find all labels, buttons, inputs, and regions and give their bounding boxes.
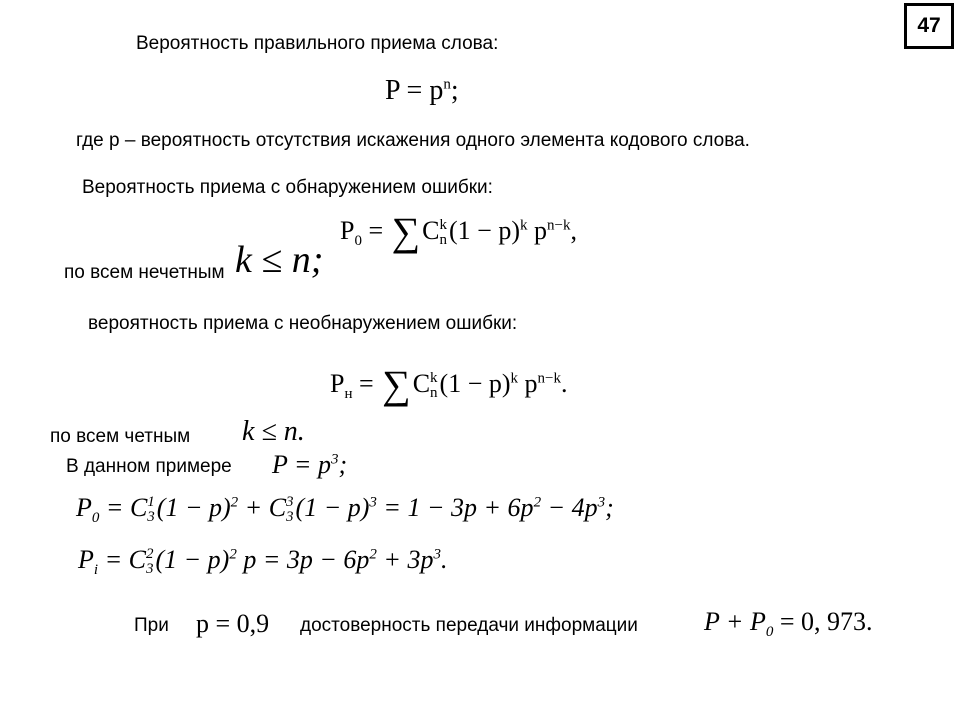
formula-pi-example [78, 545, 447, 577]
f6-c-indices [146, 547, 154, 577]
f5-t2-sup: 3 [369, 494, 377, 511]
formula-example [272, 450, 347, 480]
f2-c-sup: k [439, 217, 447, 234]
detection-label: Вероятность приема с обнаружением ошибки: [82, 177, 493, 198]
f3-p-sup: n−k [537, 370, 561, 387]
formula-final [704, 607, 873, 641]
f6-lhs: P [78, 545, 94, 574]
f3-c-sup: k [430, 370, 438, 387]
f3-lhs: P [330, 369, 345, 398]
f5-eq: = [99, 493, 130, 522]
k-le-n-odd: k ≤ n; [235, 239, 324, 281]
f5-t2: (1 − p) [295, 493, 370, 522]
formula-detection [340, 202, 577, 254]
f2-c-indices [440, 218, 448, 248]
f5-c1: C [129, 493, 148, 522]
f5-c1-sub: 3 [147, 509, 155, 526]
f4-exp: 3 [330, 451, 339, 468]
f5-c2-indices [286, 495, 294, 525]
f6-t: (1 − p) [155, 545, 230, 574]
f5-c2-sup: 3 [286, 494, 294, 511]
f6-c-sub: 3 [145, 561, 154, 578]
f5-rhs: = 1 − 3p + 6p [376, 493, 534, 522]
final-lhs: P + P [704, 607, 766, 636]
f5-rhs-sup2: 3 [597, 494, 606, 511]
f5-t1-sup: 2 [230, 494, 239, 511]
f2-p: p [527, 216, 547, 245]
f6-eq: = [98, 545, 129, 574]
f3-end: . [560, 369, 568, 398]
f5-c2: C [268, 493, 287, 522]
even-label: по всем четным [50, 426, 191, 447]
k-le-n-even: k ≤ n. [242, 416, 305, 447]
correct-word-prob-label: Вероятность правильного приема слова: [136, 33, 499, 54]
f4-lhs: P = p [272, 450, 331, 479]
f4-end: ; [338, 450, 348, 479]
f6-rhs: = 3p − 6p [256, 545, 370, 574]
f3-mid: (1 − p) [439, 369, 511, 398]
f3-sum-symbol: ∑ [382, 362, 411, 407]
f5-end: ; [605, 493, 614, 522]
f2-c-sub: n [439, 232, 447, 249]
f1-eq: = p [399, 75, 444, 106]
f5-c1-sup: 1 [147, 494, 155, 511]
f1-p: P [385, 75, 400, 106]
f2-p-sup: n−k [546, 217, 571, 234]
f1-end: ; [450, 75, 459, 106]
example-label: В данном примере [66, 456, 232, 477]
f2-sum-symbol: ∑ [391, 209, 421, 254]
f6-rhs2: + 3p [376, 545, 434, 574]
f3-p: p [518, 369, 538, 398]
p-value: p = 0,9 [196, 609, 270, 638]
f6-p: p [236, 545, 257, 574]
f5-lhs: P [76, 493, 92, 522]
f3-lhs-sub: н [344, 386, 353, 403]
final-rhs: = 0, 973. [773, 607, 873, 636]
where-p-label: где p – вероятность отсутствия искажения одного элемента кодового слова. [76, 130, 750, 151]
f2-mid: (1 − p) [449, 216, 520, 245]
f2-end: , [570, 216, 577, 245]
f6-lhs-sub: i [93, 562, 99, 579]
f2-eq: = [361, 216, 390, 245]
reliability-label: достоверность передачи информации [300, 615, 638, 636]
f3-c: C [412, 369, 431, 398]
f5-rhs-sup1: 2 [533, 494, 542, 511]
final-lhs-sub: 0 [765, 624, 774, 641]
formula-correct-word [385, 75, 459, 107]
at-label: При [134, 615, 169, 636]
f3-c-indices [430, 371, 438, 401]
f2-c: C [422, 216, 440, 245]
f2-lhs: P [340, 216, 355, 245]
f2-lhs-sub: 0 [354, 233, 362, 250]
f5-t1: (1 − p) [156, 493, 231, 522]
f3-mid-sup: k [510, 370, 519, 387]
f1-exp: n [443, 76, 451, 93]
f6-c-sup: 2 [145, 546, 154, 563]
f5-rhs2: − 4p [541, 493, 598, 522]
f3-eq: = [352, 369, 381, 398]
f5-lhs-sub: 0 [91, 510, 100, 527]
f5-c2-sub: 3 [286, 509, 294, 526]
f6-t-sup: 2 [229, 546, 237, 563]
undetected-label: вероятность приема с необнаружением ошибки: [88, 313, 518, 334]
f3-c-sub: n [430, 385, 438, 402]
f6-end: . [440, 545, 448, 574]
f6-rhs-sup2: 3 [433, 546, 441, 563]
page-number-box [904, 3, 954, 49]
f6-c: C [128, 545, 146, 574]
f2-mid-sup: k [519, 217, 528, 234]
page-number: 47 [917, 14, 941, 37]
formula-p0-example [76, 493, 614, 525]
f5-plus: + [238, 493, 269, 522]
f5-c1-indices [147, 495, 155, 525]
formula-undetected [330, 355, 568, 407]
odd-label: по всем нечетным [64, 262, 225, 283]
f6-rhs-sup1: 2 [369, 546, 377, 563]
